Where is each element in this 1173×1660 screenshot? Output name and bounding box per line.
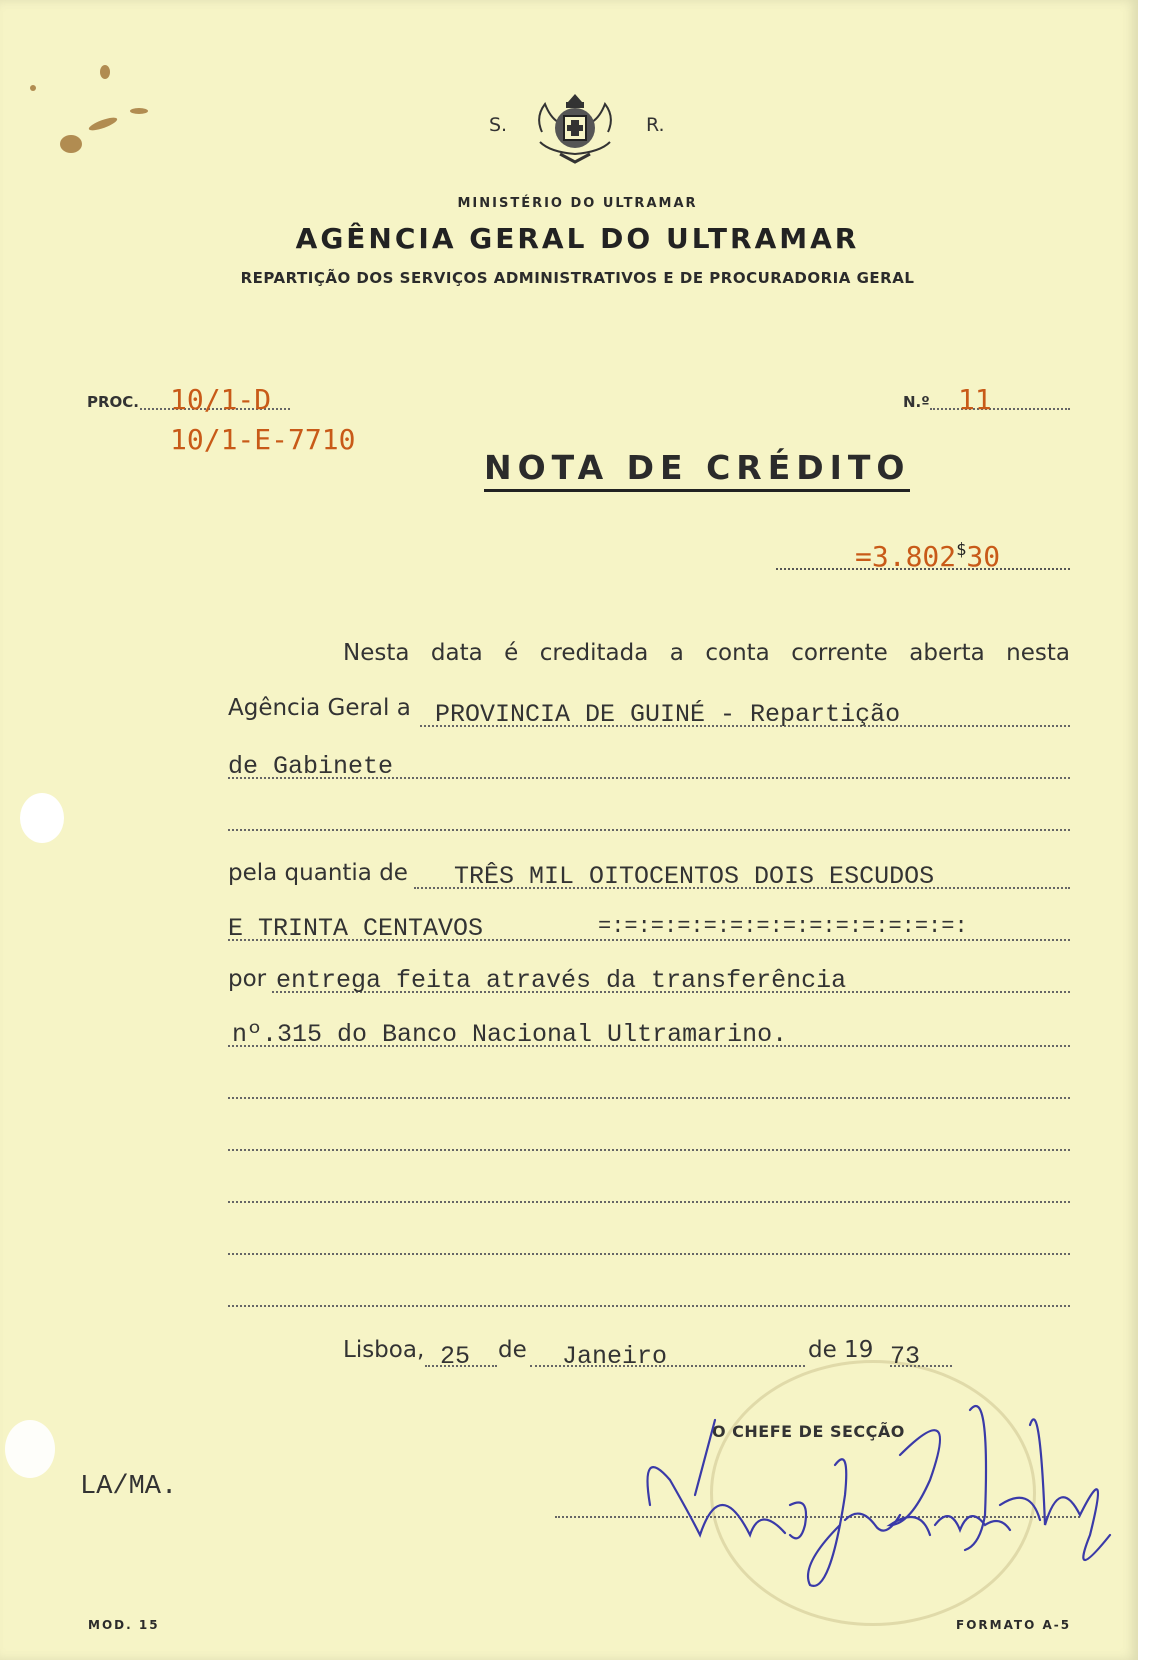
stain-mark	[88, 115, 119, 133]
typist-initials: LA/MA.	[80, 1472, 178, 1502]
date-day: 25	[440, 1342, 471, 1371]
dotted-line	[228, 1149, 1070, 1151]
proc-label: PROC.	[87, 393, 140, 411]
document-title: NOTA DE CRÉDITO	[484, 448, 910, 492]
ministry-name: MINISTÉRIO DO ULTRAMAR	[457, 196, 698, 211]
number-value: 11	[958, 383, 992, 416]
quantity-label: pela quantia de	[228, 860, 408, 886]
stain-mark	[60, 135, 82, 153]
proc-value-line1: 10/1-D	[170, 383, 272, 416]
quantity-fill: =:=:=:=:=:=:=:=:=:=:=:=:=:=:	[598, 914, 968, 939]
reason-line1: entrega feita através da transferência	[276, 966, 847, 995]
handwritten-signature	[640, 1385, 1120, 1605]
amount-value	[855, 540, 1000, 573]
dotted-line	[228, 1253, 1070, 1255]
beneficiary-line2: de Gabinete	[228, 752, 394, 781]
stain-mark	[30, 85, 36, 91]
agency-label: Agência Geral a	[228, 695, 411, 721]
beneficiary-line1: PROVINCIA DE GUINÉ - Repartição	[435, 700, 901, 729]
header-left-letter: S.	[489, 114, 508, 136]
por-label: por	[228, 966, 267, 992]
punch-hole	[5, 1420, 55, 1478]
reason-line2: nº.315 do Banco Nacional Ultramarino.	[232, 1020, 788, 1049]
date-de2: de 19	[808, 1337, 874, 1363]
stain-mark	[100, 65, 110, 79]
date-month: Janeiro	[562, 1342, 668, 1371]
intro-text: Nesta data é creditada a conta corrente aberta nesta	[343, 640, 1070, 666]
amount-prefix: =3.802	[855, 540, 957, 573]
punch-hole	[20, 793, 64, 843]
dotted-line	[228, 1305, 1070, 1307]
agency-name: AGÊNCIA GERAL DO ULTRAMAR	[295, 222, 860, 255]
form-model: MOD. 15	[88, 1618, 160, 1632]
currency-symbol: $	[956, 540, 967, 560]
number-dotted-line	[930, 408, 1070, 410]
form-format: FORMATO A-5	[956, 1618, 1072, 1632]
header-right-letter: R.	[646, 114, 665, 136]
dotted-line	[228, 829, 1070, 831]
proc-value-line2: 10/1-E-7710	[170, 423, 356, 456]
stain-mark	[130, 108, 148, 114]
date-city: Lisboa,	[343, 1337, 425, 1363]
amount-cents: 30	[966, 540, 1001, 573]
coat-of-arms-icon	[530, 92, 620, 164]
dotted-line	[228, 1097, 1070, 1099]
signatory-title: O CHEFE DE SECÇÃO	[712, 1422, 905, 1441]
date-year-suffix: 73	[890, 1342, 921, 1371]
number-label: N.º	[903, 393, 930, 411]
date-de1: de	[498, 1337, 527, 1363]
department-name: REPARTIÇÃO DOS SERVIÇOS ADMINISTRATIVOS E DE PROCURADORIA GERAL	[240, 269, 915, 287]
quantity-line2: E TRINTA CENTAVOS	[228, 914, 484, 943]
dotted-line	[228, 1201, 1070, 1203]
quantity-line1: TRÊS MIL OITOCENTOS DOIS ESCUDOS	[454, 862, 935, 891]
